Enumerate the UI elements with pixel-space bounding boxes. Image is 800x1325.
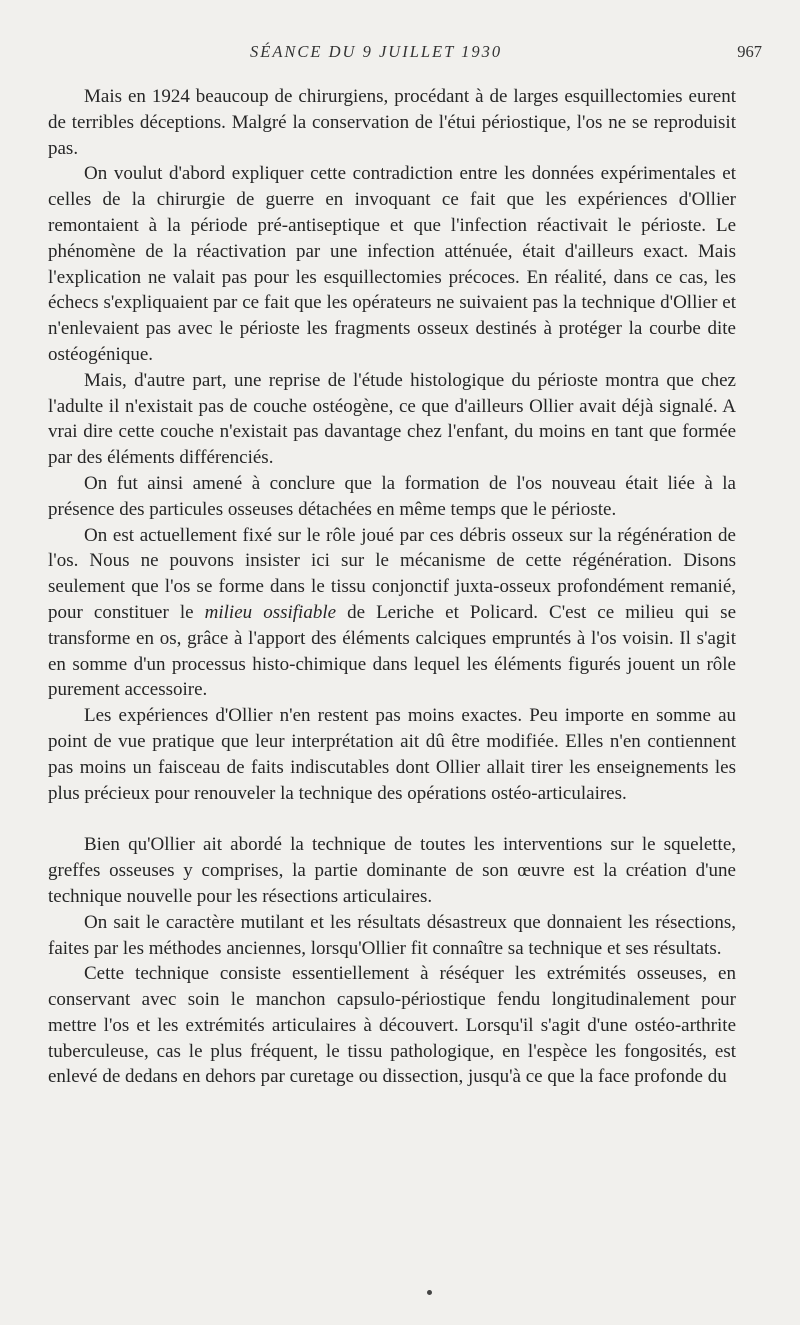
printer-mark — [427, 1290, 432, 1295]
paragraph-7: Bien qu'Ollier ait abordé la technique de toutes les interventions sur le squelette, greffes osseuses y comprises, la partie dominante de son œuvre est la création d'une technique nouvelle pour les résections articulaires. — [48, 834, 736, 907]
paragraph-5-text-a: On est actuellement fixé sur le rôle joué par ces débris osseux sur la régénération de l'os. Nous ne pouvons insister ici sur le mécanisme de cette régénération. Disons seulement que l'os se forme dans le tissu conjonctif juxta-osseux profondément remanié, pour constituer le — [48, 524, 736, 623]
paragraph-8: On sait le caractère mutilant et les résultats désastreux que donnaient les résections, faites par les méthodes anciennes, lorsqu'Ollier fit connaître sa technique et ses résultats. — [48, 911, 736, 959]
section-break — [48, 806, 736, 832]
paragraph-6: Les expériences d'Ollier n'en restent pas moins exactes. Peu importe en somme au point de vue pratique que leur interprétation ait dû être modifiée. Elles n'en contiennent pas moins un faisceau de faits indiscutables dont Ollier allait tirer les enseignements les plus précieux pour renouveler la technique des opérations ostéo-articulaires. — [48, 705, 736, 804]
paragraph-1: Mais en 1924 beaucoup de chirurgiens, procédant à de larges esquillectomies eurent de terribles déceptions. Malgré la conservation de l'étui périostique, l'os ne se reproduisit pas. — [48, 86, 736, 159]
running-title: SÉANCE DU 9 JUILLET 1930 — [250, 42, 503, 61]
emphasis-milieu-ossifiable: milieu ossifiable — [204, 601, 337, 623]
body-text — [48, 84, 736, 1090]
paragraph-4: On fut ainsi amené à conclure que la formation de l'os nouveau était liée à la présence des particules osseuses détachées en même temps que le périoste. — [48, 472, 736, 520]
paragraph-2: On voulut d'abord expliquer cette contradiction entre les données expérimentales et celles de la chirurgie de guerre en invoquant ce fait que les expériences d'Ollier remontaient à la période pré-antiseptique et que l'infection réactivait le périoste. Le phénomène de la réactivation par une infection atténuée, était d'ailleurs exact. Mais l'explication ne valait pas pour les esquillectomies précoces. En réalité, dans ce cas, les échecs s'expliquaient par ce fait que les opérateurs ne suivaient pas la technique d'Ollier et n'enlevaient pas avec le périoste les fragments osseux destinés à protéger la courbe dite ostéogénique. — [48, 163, 736, 365]
paragraph-5-text-b: de Leriche et Policard. C'est ce milieu qui se transforme en os, grâce à l'apport des éléments calciques empruntés à l'os voisin. Il s'agit en somme d'un processus histo-chimique dans lequel les éléments figurés jouent un rôle purement accessoire. — [48, 601, 736, 701]
paragraph-5 — [48, 523, 736, 704]
paragraph-9: Cette technique consiste essentiellement à réséquer les extrémités osseuses, en conservant avec soin le manchon capsulo-périostique fendu longitudinalement pour mettre l'os et les extrémités articulaires à découvert. Lorsqu'il s'agit d'une ostéo-arthrite tuberculeuse, cas le plus fréquent, le tissu pathologique, en l'espèce les fongosités, est enlevé de dedans en dehors par curetage ou dissection, jusqu'à ce que la face profonde du — [48, 963, 736, 1088]
page-number: 967 — [737, 42, 762, 61]
paragraph-3: Mais, d'autre part, une reprise de l'étude histologique du périoste montra que chez l'adulte il n'existait pas de couche ostéogène, ce que d'ailleurs Ollier avait déjà signalé. A vrai dire cette couche n'existait pas davantage chez l'enfant, du moins en tant que formée par des éléments différenciés. — [48, 369, 736, 469]
